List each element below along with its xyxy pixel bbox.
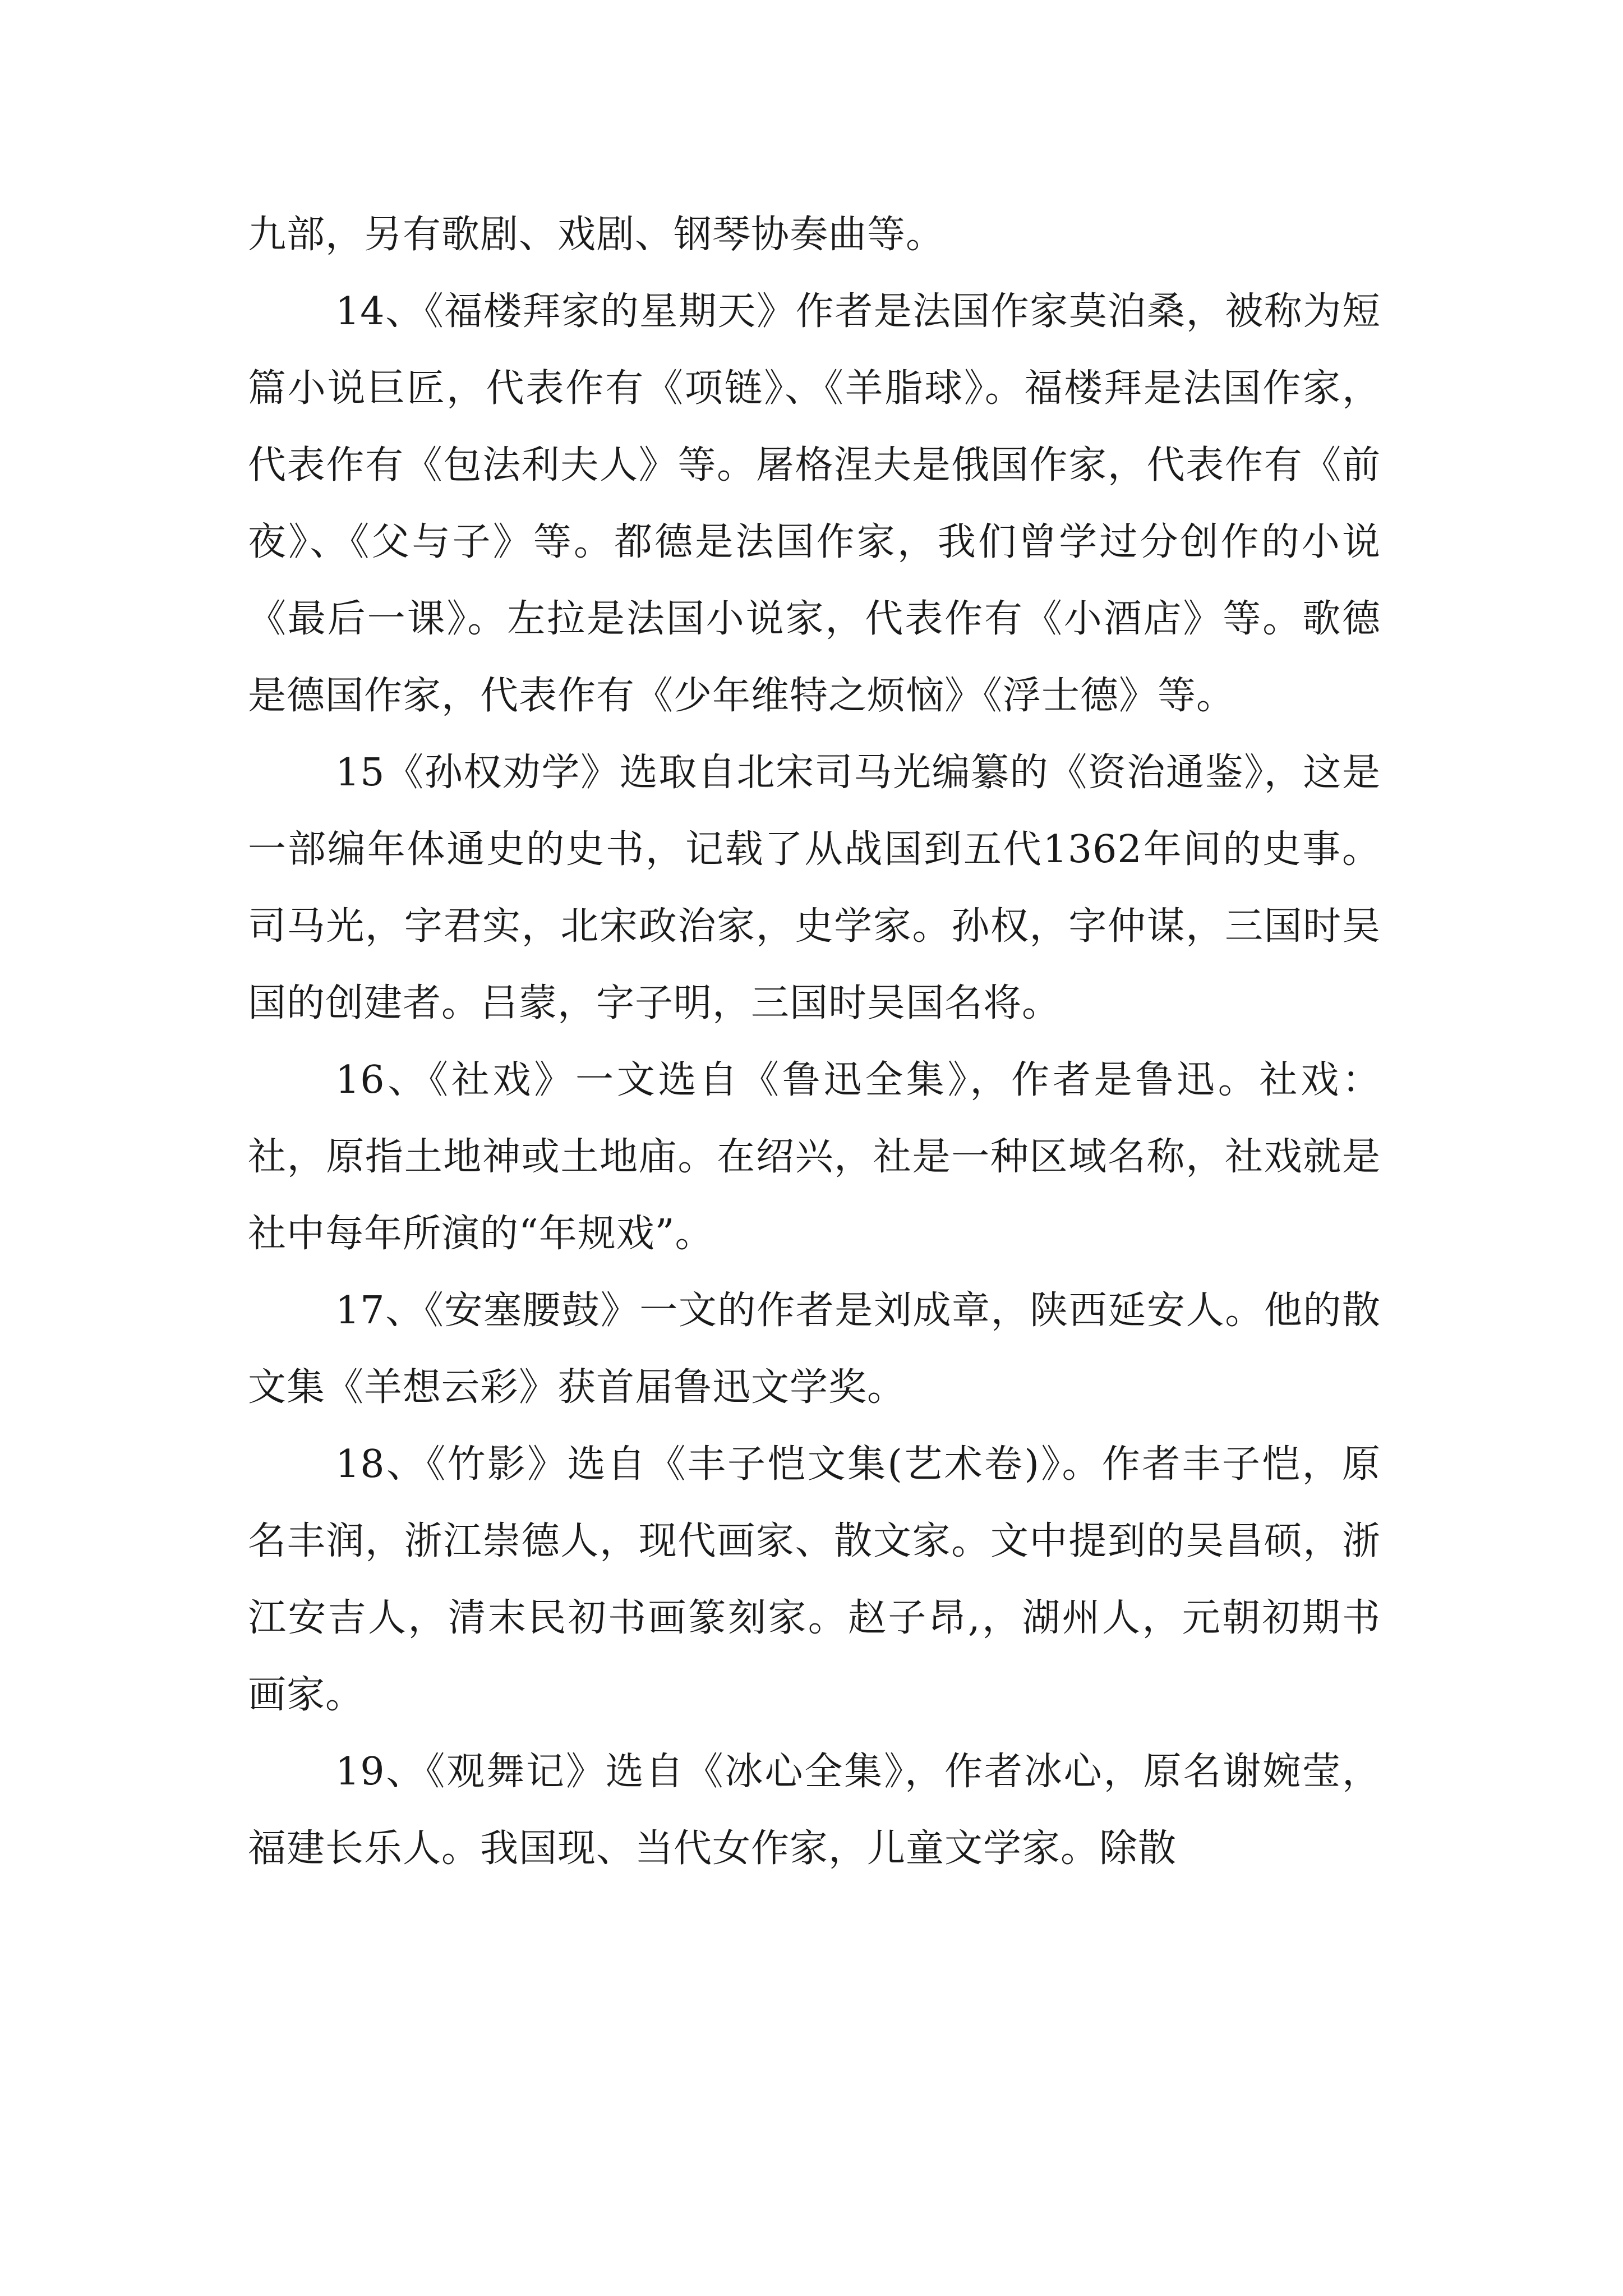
- paragraph: 19、《观舞记》选自《冰心全集》，作者冰心，原名谢婉莹，福建长乐人。我国现、当代女作家，儿童文学家。除散: [248, 1750, 1381, 1871]
- paragraph: 九部，另有歌剧、戏剧、钢琴协奏曲等。: [248, 213, 945, 257]
- paragraph: 14、《福楼拜家的星期天》作者是法国作家莫泊桑，被称为短篇小说巨匠，代表作有《项链》、《羊脂球》。福楼拜是法国作家，代表作有《包法利夫人》等。屠格涅夫是俄国作家，代表作有《前夜》、《父与子》等。都德是法国作家，我们曾学过分创作的小说《最后一课》。左拉是法国小说家，代表作有《小酒店》等。歌德是德国作家，代表作有《少年维特之烦恼》《浮士德》等。: [248, 289, 1381, 718]
- paragraph: 15《孙权劝学》选取自北宋司马光编纂的《资治通鉴》，这是一部编年体通史的史书，记载了从战国到五代1362年间的史事。司马光，字君实，北宋政治家，史学家。孙权，字仲谋，三国时吴国的创建者。吕蒙，字子明，三国时吴国名将。: [248, 751, 1381, 1025]
- document-body: [248, 196, 1381, 1887]
- paragraph: 17、《安塞腰鼓》一文的作者是刘成章，陕西延安人。他的散文集《羊想云彩》获首届鲁迅文学奖。: [248, 1289, 1381, 1410]
- paragraph: 16、《社戏》一文选自《鲁迅全集》，作者是鲁迅。社戏：社，原指土地神或土地庙。在绍兴，社是一种区域名称，社戏就是社中每年所演的“年规戏”。: [248, 1058, 1381, 1256]
- paragraph: 18、《竹影》选自《丰子恺文集(艺术卷)》。作者丰子恺，原名丰润，浙江崇德人，现代画家、散文家。文中提到的吴昌硕，浙江安吉人，清末民初书画篆刻家。赵子昂,，湖州人，元朝初期书画家。: [248, 1442, 1381, 1717]
